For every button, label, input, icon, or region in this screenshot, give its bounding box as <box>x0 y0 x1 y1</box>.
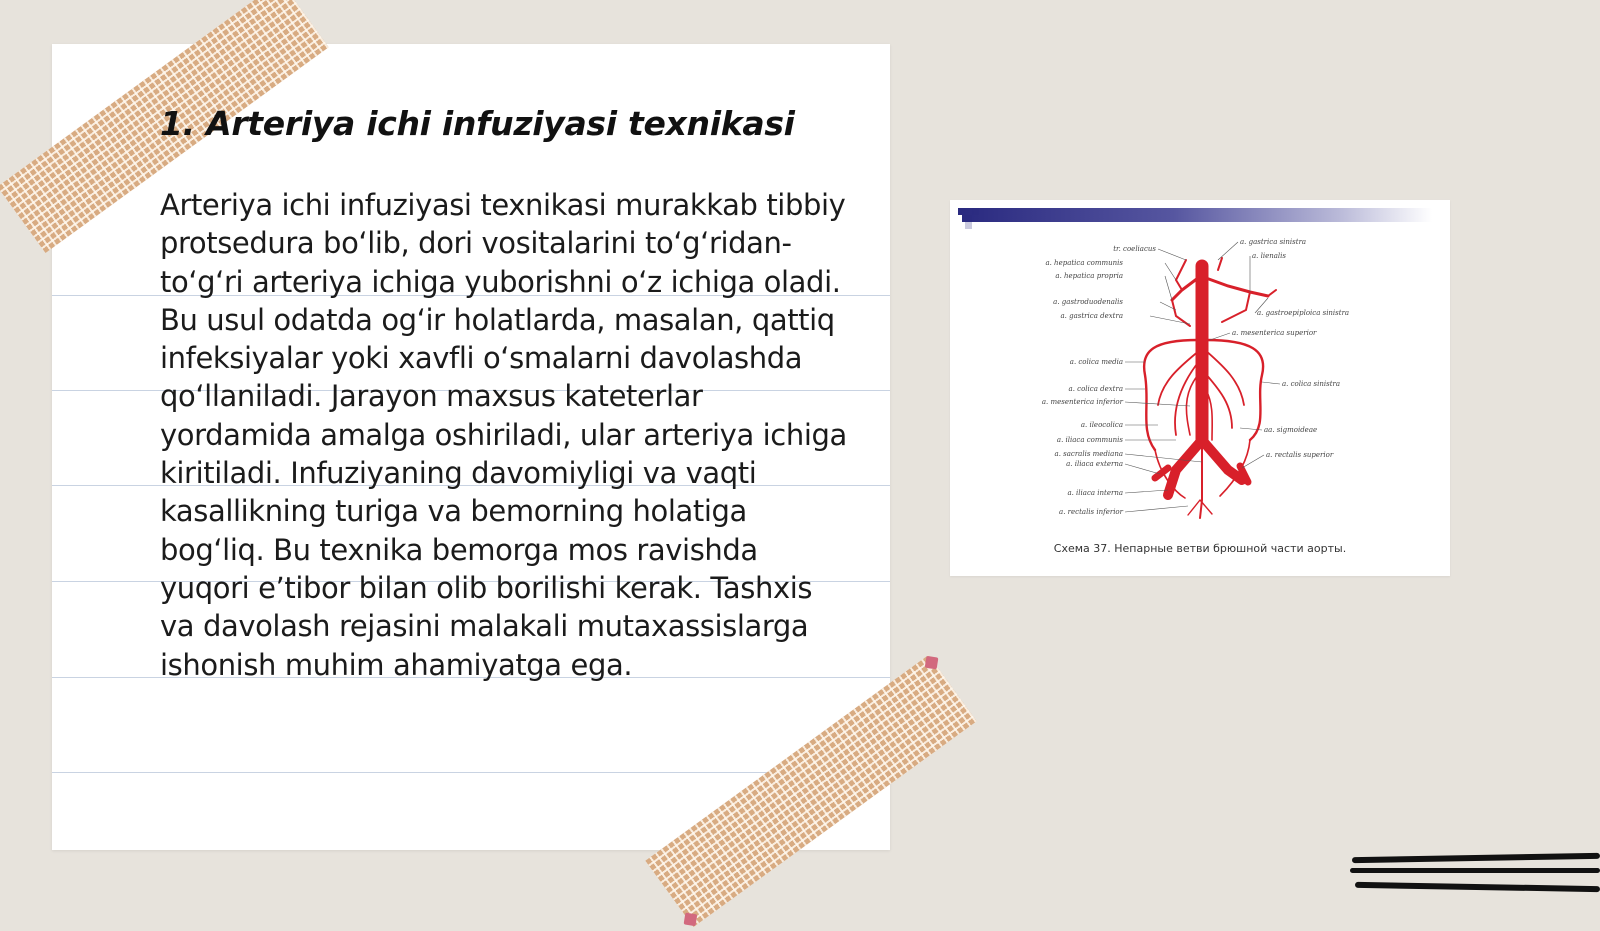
diagram-label: a. rectalis inferior <box>1059 508 1123 516</box>
diagram-label: a. mesenterica inferior <box>1041 398 1123 406</box>
diagram-label: a. iliaca communis <box>1056 436 1123 444</box>
diagram-label: a. colica sinistra <box>1282 380 1341 388</box>
decorative-stroke <box>1352 853 1600 863</box>
slide-title: 1. Arteriya ichi infuziyasi texnikasi <box>160 104 795 143</box>
diagram-label: a. hepatica propria <box>1055 272 1123 280</box>
diagram-label: a. hepatica communis <box>1045 259 1123 267</box>
slide-body-text: Arteriya ichi infuziyasi texnikasi murakkab tibbiy protsedura bo‘lib, dori vositalarini to‘g‘ridan-to‘g‘ri arteriya ichiga yuborishni o‘z ichiga oladi. Bu usul odatda og‘ir holatlarda, masalan, qattiq infeksiyalar yoki xavfli o‘smalarni davolashda qo‘llaniladi. Jarayon maxsus kateterlar yordamida amalga oshiriladi, ular arteriya ichiga kiritiladi. Infuziyaning davomiyligi va vaqti kasallikning turiga va bemorning holatiga bog‘liq. Bu texnika bemorga mos ravishda yuqori e’tibor bilan olib borilishi kerak. Tashxis va davolash rejasini malakali mutaxassislarga ishonish muhim ahamiyatga ega. <box>160 188 847 682</box>
decorative-stroke <box>1350 868 1600 873</box>
diagram-label: a. ileocolica <box>1080 421 1123 429</box>
aorta-illustration <box>950 200 1450 576</box>
diagram-label: aa. sigmoideae <box>1264 426 1318 434</box>
diagram-label: a. sacralis mediana <box>1054 450 1123 458</box>
diagram-label: a. iliaca interna <box>1067 489 1123 497</box>
figure-caption: Схема 37. Непарные ветви брюшной части аорты. <box>1053 542 1347 555</box>
diagram-label: a. iliaca externa <box>1066 460 1123 468</box>
diagram-label: a. rectalis superior <box>1266 451 1334 459</box>
aorta-diagram-card <box>950 200 1450 576</box>
diagram-label: a. gastrica dextra <box>1060 312 1123 320</box>
diagram-label: a. gastroepiploica sinistra <box>1257 309 1350 317</box>
diagram-label: tr. coeliacus <box>1113 245 1156 253</box>
diagram-label: a. colica dextra <box>1068 385 1123 393</box>
diagram-label: a. gastrica sinistra <box>1240 238 1307 246</box>
diagram-label: a. lienalis <box>1252 252 1286 260</box>
tape-corner <box>684 913 698 927</box>
decorative-stroke <box>1355 882 1600 892</box>
diagram-label: a. gastroduodenalis <box>1053 298 1123 306</box>
tape-corner <box>925 656 939 670</box>
diagram-label: a. colica media <box>1069 358 1123 366</box>
diagram-label: a. mesenterica superior <box>1232 329 1317 337</box>
